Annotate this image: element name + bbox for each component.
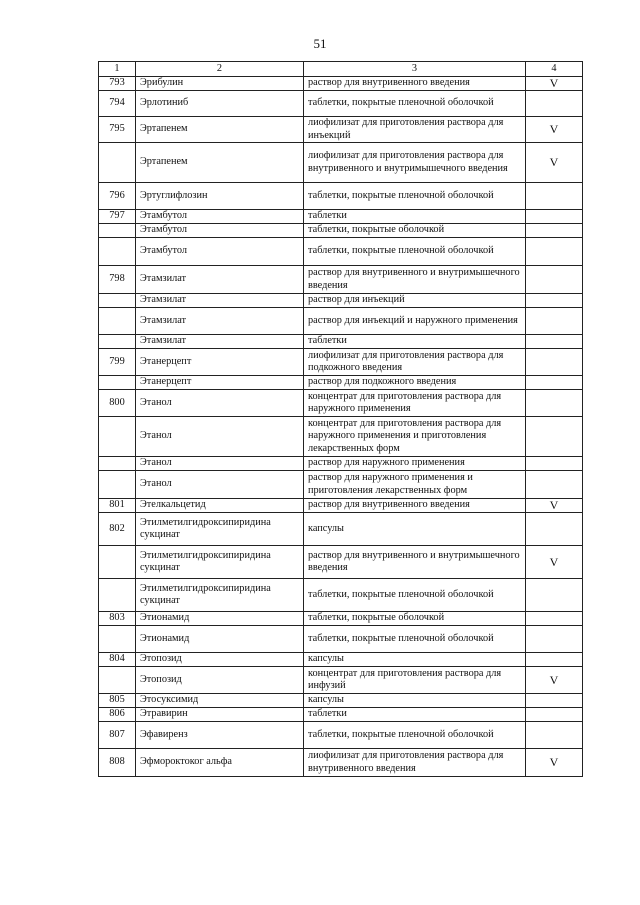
mark-cell: V xyxy=(526,77,583,91)
drug-name: Этамбутол xyxy=(136,238,304,266)
dosage-form: раствор для внутривенного и внутримышечного введения xyxy=(304,546,526,579)
table-row xyxy=(99,143,583,183)
table-row xyxy=(99,77,583,91)
table-row xyxy=(99,390,583,417)
mark-cell xyxy=(526,708,583,722)
mark-cell xyxy=(526,694,583,708)
mark-cell xyxy=(526,266,583,294)
row-number: 804 xyxy=(99,653,136,667)
row-number: 798 xyxy=(99,266,136,294)
drug-name: Этравирин xyxy=(136,708,304,722)
dosage-form: таблетки, покрытые пленочной оболочкой xyxy=(304,183,526,210)
dosage-form: капсулы xyxy=(304,653,526,667)
drug-name: Этелкальцетид xyxy=(136,499,304,513)
table-row xyxy=(99,349,583,376)
drug-name: Этионамид xyxy=(136,626,304,653)
drug-name: Этамзилат xyxy=(136,294,304,308)
mark-cell xyxy=(526,390,583,417)
drug-name: Эфавиренз xyxy=(136,722,304,749)
dosage-form: капсулы xyxy=(304,513,526,546)
table-row xyxy=(99,210,583,224)
mark-cell xyxy=(526,308,583,335)
table-body xyxy=(99,77,583,777)
dosage-form: таблетки, покрытые пленочной оболочкой xyxy=(304,91,526,117)
dosage-form: лиофилизат для приготовления раствора для подкожного введения xyxy=(304,349,526,376)
drug-name: Эрлотиниб xyxy=(136,91,304,117)
mark-cell: V xyxy=(526,667,583,694)
table-row xyxy=(99,579,583,612)
table-row xyxy=(99,722,583,749)
mark-cell xyxy=(526,612,583,626)
column-header-2: 2 xyxy=(136,62,304,77)
column-header-1: 1 xyxy=(99,62,136,77)
table-row xyxy=(99,294,583,308)
mark-cell: V xyxy=(526,143,583,183)
dosage-form: раствор для наружного применения xyxy=(304,457,526,471)
table-row xyxy=(99,417,583,457)
drug-name: Этосуксимид xyxy=(136,694,304,708)
drug-name: Этанол xyxy=(136,390,304,417)
mark-cell: V xyxy=(526,499,583,513)
row-number xyxy=(99,376,136,390)
dosage-form: раствор для наружного применения и приготовления лекарственных форм xyxy=(304,471,526,499)
row-number xyxy=(99,417,136,457)
row-number: 794 xyxy=(99,91,136,117)
drug-name: Этанол xyxy=(136,457,304,471)
dosage-form: концентрат для приготовления раствора для наружного применения и приготовления лекарственных форм xyxy=(304,417,526,457)
row-number: 799 xyxy=(99,349,136,376)
table-header-row xyxy=(99,62,583,77)
drug-name: Этионамид xyxy=(136,612,304,626)
row-number: 800 xyxy=(99,390,136,417)
drug-name: Этамбутол xyxy=(136,224,304,238)
dosage-form: таблетки, покрытые оболочкой xyxy=(304,612,526,626)
mark-cell xyxy=(526,417,583,457)
dosage-form: таблетки, покрытые пленочной оболочкой xyxy=(304,722,526,749)
mark-cell xyxy=(526,513,583,546)
table-row xyxy=(99,308,583,335)
row-number: 802 xyxy=(99,513,136,546)
mark-cell: V xyxy=(526,546,583,579)
dosage-form: лиофилизат для приготовления раствора для внутривенного введения xyxy=(304,749,526,777)
table-row xyxy=(99,471,583,499)
drug-name: Эртапенем xyxy=(136,143,304,183)
drug-name: Эртапенем xyxy=(136,117,304,143)
drug-name: Этопозид xyxy=(136,667,304,694)
row-number: 806 xyxy=(99,708,136,722)
drug-name: Этанерцепт xyxy=(136,349,304,376)
table-row xyxy=(99,457,583,471)
row-number xyxy=(99,471,136,499)
row-number xyxy=(99,626,136,653)
row-number xyxy=(99,238,136,266)
drug-name: Эртуглифлозин xyxy=(136,183,304,210)
row-number xyxy=(99,308,136,335)
dosage-form: таблетки, покрытые оболочкой xyxy=(304,224,526,238)
mark-cell xyxy=(526,471,583,499)
drug-table xyxy=(98,61,583,777)
mark-cell xyxy=(526,579,583,612)
column-header-3: 3 xyxy=(304,62,526,77)
table-row xyxy=(99,183,583,210)
mark-cell xyxy=(526,183,583,210)
dosage-form: раствор для инъекций и наружного применения xyxy=(304,308,526,335)
dosage-form: таблетки xyxy=(304,335,526,349)
row-number xyxy=(99,143,136,183)
mark-cell xyxy=(526,210,583,224)
dosage-form: таблетки xyxy=(304,210,526,224)
drug-name: Этилметилгидроксипиридина сукцинат xyxy=(136,579,304,612)
row-number: 796 xyxy=(99,183,136,210)
row-number: 808 xyxy=(99,749,136,777)
drug-name: Эрибулин xyxy=(136,77,304,91)
row-number: 801 xyxy=(99,499,136,513)
column-header-4: 4 xyxy=(526,62,583,77)
drug-name: Эфмороктоког альфа xyxy=(136,749,304,777)
mark-cell xyxy=(526,91,583,117)
drug-name: Этилметилгидроксипиридина сукцинат xyxy=(136,546,304,579)
row-number xyxy=(99,224,136,238)
mark-cell xyxy=(526,349,583,376)
mark-cell xyxy=(526,335,583,349)
table-row xyxy=(99,708,583,722)
row-number xyxy=(99,667,136,694)
dosage-form: раствор для внутривенного введения xyxy=(304,499,526,513)
table-row xyxy=(99,117,583,143)
row-number: 803 xyxy=(99,612,136,626)
drug-name: Этанол xyxy=(136,417,304,457)
table-row xyxy=(99,376,583,390)
dosage-form: капсулы xyxy=(304,694,526,708)
dosage-form: таблетки, покрытые пленочной оболочкой xyxy=(304,626,526,653)
mark-cell xyxy=(526,238,583,266)
dosage-form: раствор для внутривенного введения xyxy=(304,77,526,91)
table-row xyxy=(99,667,583,694)
mark-cell xyxy=(526,294,583,308)
dosage-form: таблетки, покрытые пленочной оболочкой xyxy=(304,579,526,612)
table-row xyxy=(99,238,583,266)
drug-name: Этилметилгидроксипиридина сукцинат xyxy=(136,513,304,546)
page-number: 51 xyxy=(313,36,327,51)
dosage-form: раствор для подкожного введения xyxy=(304,376,526,390)
dosage-form: концентрат для приготовления раствора для инфузий xyxy=(304,667,526,694)
row-number: 793 xyxy=(99,77,136,91)
table-row xyxy=(99,626,583,653)
mark-cell xyxy=(526,626,583,653)
table-row xyxy=(99,653,583,667)
drug-name: Этамзилат xyxy=(136,308,304,335)
dosage-form: концентрат для приготовления раствора для наружного применения xyxy=(304,390,526,417)
row-number xyxy=(99,457,136,471)
mark-cell: V xyxy=(526,749,583,777)
mark-cell xyxy=(526,224,583,238)
drug-name: Этамбутол xyxy=(136,210,304,224)
table-row xyxy=(99,546,583,579)
table-row xyxy=(99,224,583,238)
table-row xyxy=(99,91,583,117)
row-number xyxy=(99,546,136,579)
row-number: 805 xyxy=(99,694,136,708)
table-row xyxy=(99,749,583,777)
row-number xyxy=(99,294,136,308)
mark-cell xyxy=(526,722,583,749)
dosage-form: лиофилизат для приготовления раствора для внутривенного и внутримышечного введения xyxy=(304,143,526,183)
table-row xyxy=(99,612,583,626)
dosage-form: таблетки xyxy=(304,708,526,722)
table-row xyxy=(99,513,583,546)
row-number xyxy=(99,335,136,349)
dosage-form: таблетки, покрытые пленочной оболочкой xyxy=(304,238,526,266)
row-number xyxy=(99,579,136,612)
drug-name: Этамзилат xyxy=(136,266,304,294)
mark-cell xyxy=(526,457,583,471)
drug-name: Этанерцепт xyxy=(136,376,304,390)
table-row xyxy=(99,335,583,349)
row-number: 797 xyxy=(99,210,136,224)
dosage-form: раствор для внутривенного и внутримышечного введения xyxy=(304,266,526,294)
drug-name: Этопозид xyxy=(136,653,304,667)
table-row xyxy=(99,499,583,513)
dosage-form: раствор для инъекций xyxy=(304,294,526,308)
mark-cell: V xyxy=(526,117,583,143)
table-row xyxy=(99,266,583,294)
dosage-form: лиофилизат для приготовления раствора для инъекций xyxy=(304,117,526,143)
row-number: 807 xyxy=(99,722,136,749)
mark-cell xyxy=(526,376,583,390)
row-number: 795 xyxy=(99,117,136,143)
mark-cell xyxy=(526,653,583,667)
drug-name: Этанол xyxy=(136,471,304,499)
table-row xyxy=(99,694,583,708)
drug-name: Этамзилат xyxy=(136,335,304,349)
